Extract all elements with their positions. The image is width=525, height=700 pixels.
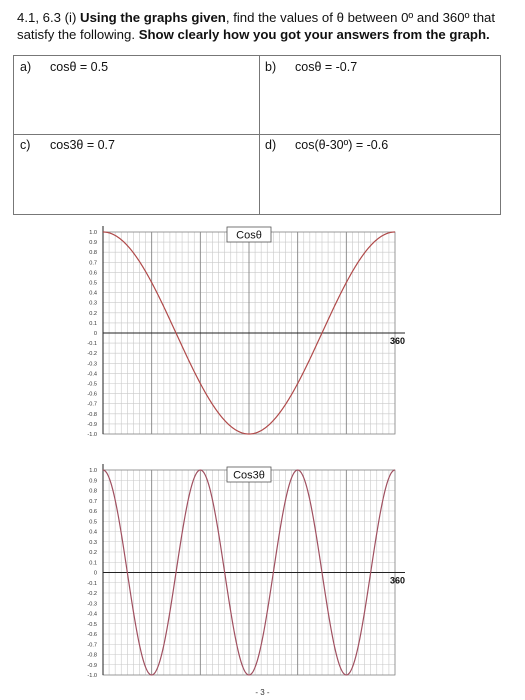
y-tick-label: -0.6 <box>87 391 97 398</box>
y-tick-label: -0.4 <box>87 611 97 618</box>
question-text <box>17 9 512 43</box>
x-end-label: 360 <box>390 575 406 586</box>
y-tick-label: -0.3 <box>87 601 97 608</box>
part-equation: cosθ = -0.7 <box>295 60 358 74</box>
y-tick-label: 0.7 <box>89 498 97 505</box>
y-tick-label: -0.4 <box>87 371 97 378</box>
answer-cell-a[interactable] <box>14 56 259 134</box>
y-tick-label: -0.1 <box>87 580 97 587</box>
part-label: c) <box>20 138 31 152</box>
chart-title: Cos3θ <box>233 469 265 482</box>
y-tick-label: -0.8 <box>87 652 97 659</box>
y-tick-label: 0.6 <box>89 270 97 277</box>
y-tick-label: -0.3 <box>87 361 97 368</box>
chart-title: Cosθ <box>236 229 262 242</box>
y-tick-label: -0.9 <box>87 421 97 428</box>
y-tick-label: 0.6 <box>89 509 97 515</box>
y-tick-label: -0.5 <box>87 381 97 388</box>
y-tick-label: -0.1 <box>87 341 97 348</box>
page-number: - 3 - <box>255 688 270 697</box>
y-tick-label: 0.8 <box>89 488 97 495</box>
answer-cell-b[interactable] <box>259 56 500 134</box>
y-tick-label: 0.4 <box>89 529 97 536</box>
y-tick-label: 0.1 <box>89 320 97 327</box>
y-tick-label: -0.7 <box>87 401 97 408</box>
part-label: d) <box>265 138 277 152</box>
part-equation: cosθ = 0.5 <box>50 60 109 74</box>
question-bold-1: Using the graphs given <box>80 10 226 25</box>
y-tick-label: -0.6 <box>87 632 97 638</box>
y-tick-label: 0.9 <box>89 478 97 485</box>
y-tick-label: -1.0 <box>87 673 97 679</box>
y-tick-label: -0.9 <box>87 662 97 669</box>
part-label: b) <box>265 60 277 74</box>
cos-3theta-chart <box>60 460 420 685</box>
part-equation: cos3θ = 0.7 <box>50 138 115 152</box>
y-tick-label: 1.0 <box>89 468 97 474</box>
y-tick-label: 0 <box>93 331 97 337</box>
answer-cell-d[interactable] <box>259 134 500 214</box>
y-tick-label: -0.2 <box>87 591 97 597</box>
y-tick-label: 0.1 <box>89 560 97 567</box>
y-tick-label: 0.2 <box>89 310 97 317</box>
y-tick-label: -0.5 <box>87 621 97 628</box>
y-tick-label: 0.8 <box>89 250 97 257</box>
y-tick-label: -0.8 <box>87 411 97 418</box>
y-tick-label: -0.2 <box>87 351 97 358</box>
y-tick-label: -1.0 <box>87 432 97 438</box>
cos-theta-chart <box>60 220 420 448</box>
x-end-label: 360 <box>390 336 406 346</box>
y-tick-label: 0.3 <box>89 300 97 307</box>
y-tick-label: 0.4 <box>89 290 97 297</box>
part-equation: cos(θ-30º) = -0.6 <box>295 138 389 152</box>
y-tick-label: 0 <box>93 570 97 577</box>
question-mid: , find the values of θ between 0º and 360º that satisfy the following. <box>17 10 496 42</box>
y-tick-label: -0.7 <box>87 642 97 649</box>
y-tick-label: 0.3 <box>89 539 97 546</box>
part-label: a) <box>20 60 32 74</box>
y-tick-label: 0.9 <box>89 240 97 247</box>
answer-table <box>13 55 501 215</box>
question-prefix: 4.1, 6.3 (i) <box>17 10 81 25</box>
question-bold-2: Show clearly how you got your answers from the graph. <box>138 27 490 42</box>
y-tick-label: 0.5 <box>89 519 97 526</box>
y-tick-label: 1.0 <box>89 230 97 236</box>
y-tick-label: 0.5 <box>89 280 97 287</box>
answer-cell-c[interactable] <box>14 134 259 214</box>
y-tick-label: 0.2 <box>89 550 97 556</box>
y-tick-label: 0.7 <box>89 260 97 267</box>
